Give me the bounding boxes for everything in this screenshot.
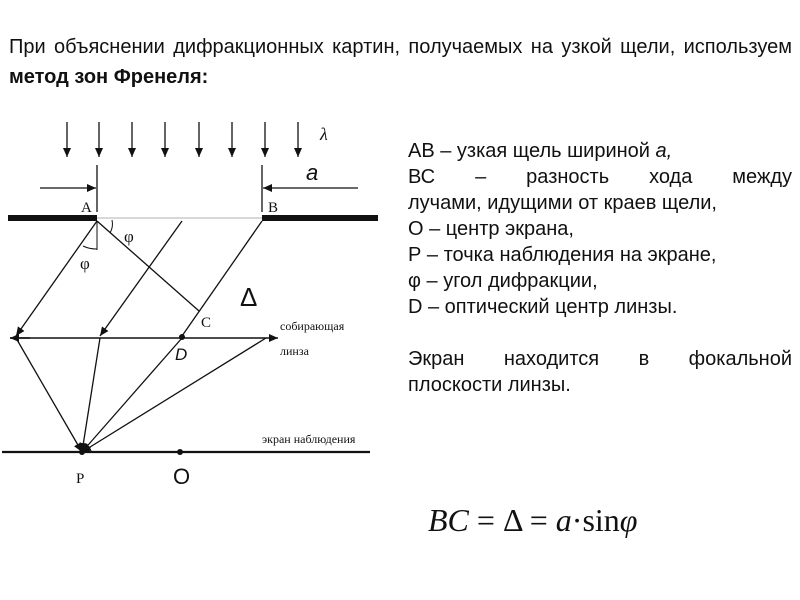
phi-left-label: φ bbox=[80, 254, 90, 273]
legend-bc-line2: лучами, идущими от краев щели, bbox=[408, 192, 717, 214]
point-C-label: C bbox=[201, 315, 212, 331]
point-P-label: P bbox=[76, 471, 85, 487]
phi-angle-arc-left bbox=[83, 246, 97, 249]
phi-top-label: φ bbox=[124, 227, 134, 246]
formula-phi: φ bbox=[619, 502, 638, 538]
intro-bold-method: метод зон Френеля: bbox=[9, 66, 209, 88]
legend-screen-line2: плоскости линзы. bbox=[408, 374, 571, 396]
legend-screen-line1: Экран находится в фокальной bbox=[408, 348, 792, 370]
point-D-label: D bbox=[175, 345, 188, 364]
legend-phi: φ – угол дифракции, bbox=[408, 270, 598, 292]
point-P-dot bbox=[79, 449, 85, 455]
point-B-label: B bbox=[268, 200, 279, 216]
formula-a: a bbox=[555, 502, 572, 538]
incident-rays bbox=[67, 122, 298, 157]
lambda-label: λ bbox=[320, 124, 328, 144]
point-A-label: A bbox=[81, 200, 92, 216]
formula-bc: BC bbox=[428, 502, 469, 538]
path-difference-label: Δ bbox=[240, 282, 258, 312]
point-O-dot bbox=[177, 449, 183, 455]
perpendicular-AC bbox=[97, 221, 199, 311]
legend-ab: АВ – узкая щель шириной а, bbox=[408, 140, 673, 162]
lens-label-2: линза bbox=[280, 344, 309, 358]
legend-o: О – центр экрана, bbox=[408, 218, 574, 240]
legend-d: D – оптический центр линзы. bbox=[408, 296, 678, 318]
lens-center-dot bbox=[179, 334, 185, 340]
legend-p: Р – точка наблюдения на экране, bbox=[408, 244, 717, 266]
legend-block bbox=[408, 138, 792, 398]
converging-rays bbox=[16, 338, 266, 452]
formula-sin: sin bbox=[582, 502, 620, 538]
legend-ab-variable: а, bbox=[655, 140, 673, 162]
lens-label-1: собирающая bbox=[280, 319, 345, 333]
phi-angle-arc-top bbox=[110, 220, 112, 233]
legend-bc-line1: ВС – разность хода между bbox=[408, 166, 792, 188]
slit-width-label: a bbox=[306, 160, 319, 185]
intro-text: При объяснении дифракционных картин, получаемых на узкой щели, используем bbox=[9, 36, 792, 58]
diffracted-rays bbox=[16, 221, 262, 336]
screen-label: экран наблюдения bbox=[262, 432, 356, 446]
formula: BC = Δ = a·sinφ bbox=[428, 502, 638, 538]
point-O-label: O bbox=[173, 464, 191, 489]
formula-delta: Δ bbox=[502, 502, 522, 538]
legend-spacer bbox=[408, 320, 792, 346]
